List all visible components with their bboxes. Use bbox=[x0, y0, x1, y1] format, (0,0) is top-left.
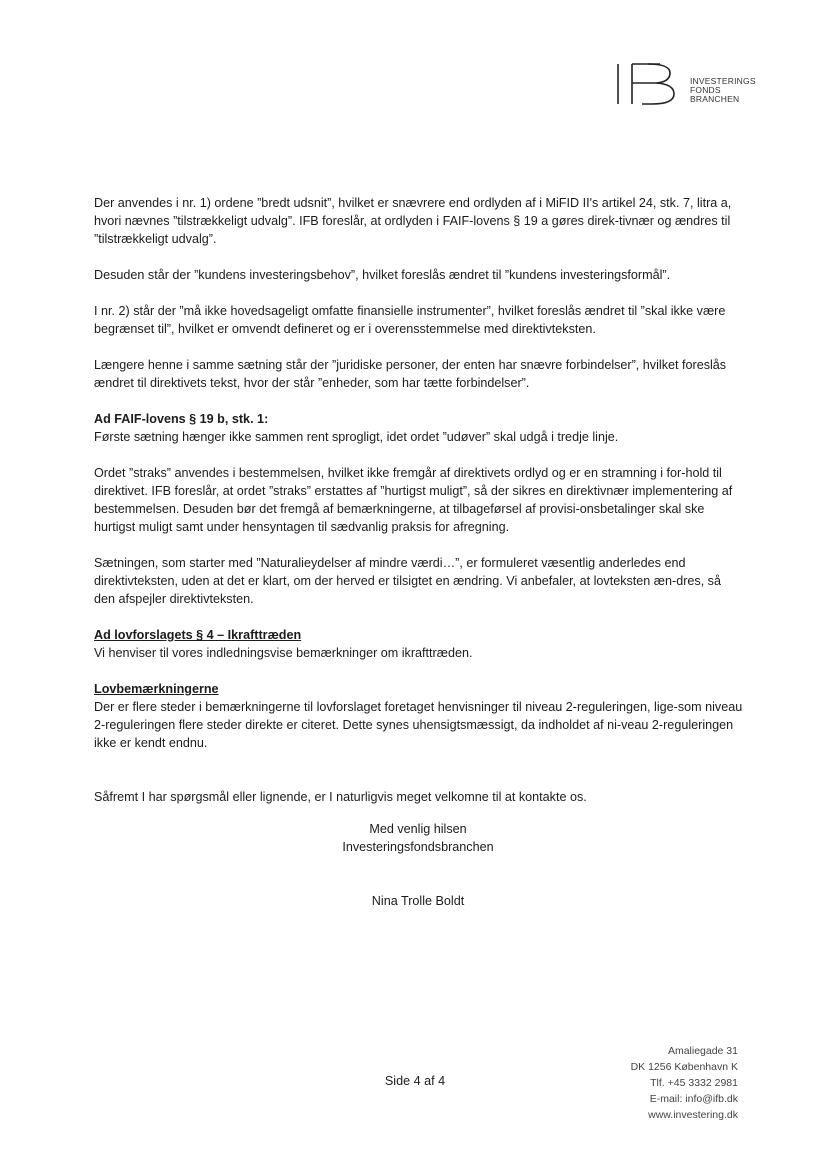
address-line: DK 1256 København K bbox=[630, 1061, 738, 1073]
ifb-logo-mark-icon bbox=[612, 62, 686, 108]
section-heading: Ad FAIF-lovens § 19 b, stk. 1: bbox=[94, 412, 269, 426]
letter-body bbox=[94, 194, 744, 806]
paragraph: Desuden står der ”kundens investeringsbehov”, hvilket foreslås ændret til ”kundens investeringsformål”. bbox=[94, 268, 671, 282]
paragraph: Vi henviser til vores indledningsvise bemærkninger om ikrafttræden. bbox=[94, 646, 473, 660]
page-number: Side 4 af 4 bbox=[384, 1074, 446, 1088]
paragraph: I nr. 2) står der ”må ikke hovedsageligt omfatte finansielle instrumenter”, hvilket foreslås ændret til ”skal ikke være begrænset til”, hvilket er omvendt defineret og er i overensstemmelse med direktivteksten. bbox=[94, 304, 726, 336]
email: E-mail: info@ifb.dk bbox=[649, 1093, 738, 1105]
paragraph: Der anvendes i nr. 1) ordene ”bredt udsnit”, hvilket er snævrere end ordlyden af i MiFID II's artikel 24, stk. 7, litra a, hvori nævnes ”tilstrækkeligt udvalg”. IFB foreslår, at ordlyden i FAIF-lovens § 19 a gøres direk-tivnær og ændres til ”tilstrækkeligt udvalg”. bbox=[94, 196, 732, 246]
phone: Tlf. +45 3332 2981 bbox=[650, 1077, 738, 1089]
closing-block bbox=[268, 820, 568, 856]
logo-line-3: BRANCHEN bbox=[690, 94, 740, 104]
paragraph: Første sætning hænger ikke sammen rent sprogligt, idet ordet ”udøver” skal udgå i tredje linje. bbox=[94, 430, 619, 444]
paragraph: Længere henne i samme sætning står der ”juridiske personer, der enten har snævre forbindelser”, hvilket foreslås ændret til direktivets tekst, hvor der står ”enheder, som har tætte forbindelser”. bbox=[94, 358, 727, 390]
logo-text bbox=[690, 77, 756, 104]
paragraph: Sætningen, som starter med ”Naturalieydelser af mindre værdi…”, er formuleret væsentlig anderledes end direktivteksten, uden at det er klart, om der herved er tilsigtet en ændring. Vi anbefaler, at lovteksten æn-dres, så den afspejler direktivteksten. bbox=[94, 556, 721, 606]
address-line: Amaliegade 31 bbox=[667, 1045, 738, 1057]
greeting: Med venlig hilsen bbox=[369, 822, 467, 836]
paragraph: Såfremt I har spørgsmål eller lignende, er I naturligvis meget velkomne til at kontakte os. bbox=[94, 790, 587, 804]
signer-name: Nina Trolle Boldt bbox=[371, 894, 465, 908]
section-heading: Ad lovforslagets § 4 – Ikrafttræden bbox=[94, 628, 302, 642]
website: www.investering.dk bbox=[648, 1109, 738, 1121]
logo-line-2: FONDS bbox=[690, 85, 721, 95]
organization-name: Investeringsfondsbranchen bbox=[342, 840, 494, 854]
section-heading: Lovbemærkningerne bbox=[94, 682, 219, 696]
paragraph: Ordet ”straks” anvendes i bestemmelsen, hvilket ikke fremgår af direktivets ordlyd og er en stramning i for-hold til direktivet. IFB foreslår, at ordet ”straks” erstattes af ”hurtigst muligt”, så der sikres en direktivnær implementering af bestemmelsen. Desuden bør det fremgå af bemærkningerne, at tilbageførsel af provisi-onsbetalinger skal ske hurtigst muligt samt under hensyntagen til sædvanlig praksis for afregning. bbox=[94, 466, 733, 534]
logo-line-1: INVESTERINGS bbox=[690, 76, 756, 86]
paragraph: Der er flere steder i bemærkningerne til lovforslaget foretaget henvisninger til niveau 2-reguleringen, lige-som niveau 2-reguleringen flere steder direkte er citeret. Dette synes uhensigtsmæssigt, da indholdet af ni-veau 2-reguleringen ikke er kendt endnu. bbox=[94, 700, 743, 750]
ifb-logo bbox=[612, 62, 762, 108]
footer-address bbox=[631, 1043, 738, 1123]
